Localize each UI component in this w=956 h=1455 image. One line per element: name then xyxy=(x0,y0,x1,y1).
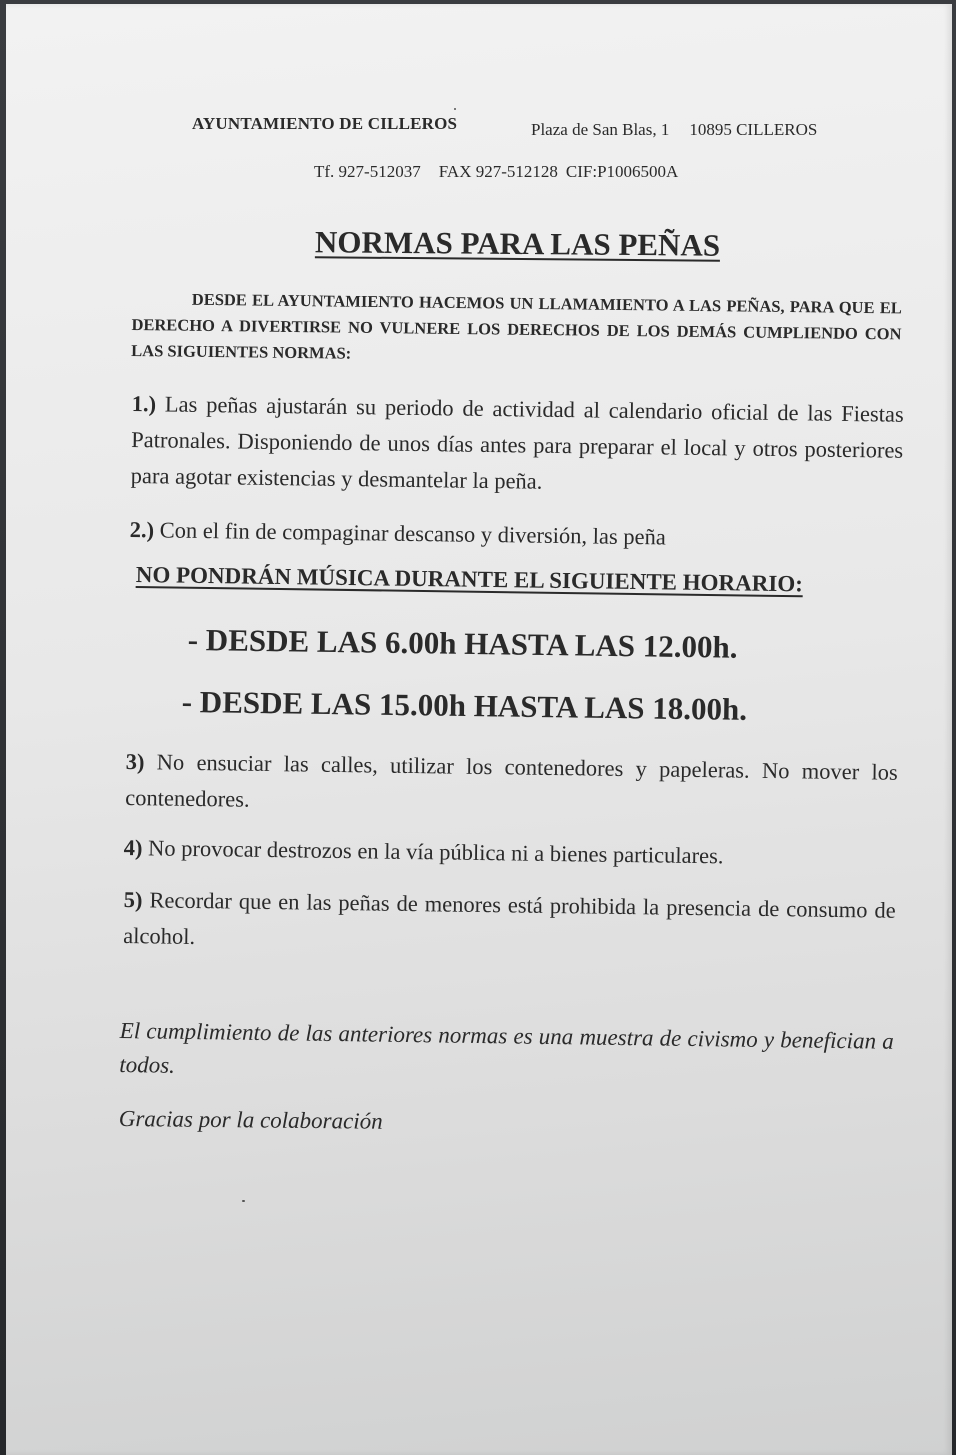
rule-5-text: Recordar que en las peñas de menores está prohibida la presencia de consumo de alcohol. xyxy=(123,887,896,949)
rule-1-text: Las peñas ajustarán su periodo de actividad al calendario oficial de las Fiestas Patronales. Disponiendo de unos días antes para preparar el local y otros posteriores para agotar existencias y desmantelar la peña. xyxy=(130,391,904,494)
header-contact-line xyxy=(314,162,678,182)
ink-speck xyxy=(454,108,456,110)
music-notice: NO PONDRÁN MÚSICA DURANTE EL SIGUIENTE HORARIO: xyxy=(135,562,804,597)
closing-thanks: Gracias por la colaboración xyxy=(118,1105,383,1134)
rule-2 xyxy=(129,512,909,559)
header-phone: Tf. 927-512037 xyxy=(314,162,421,181)
rule-5-number: 5) xyxy=(123,886,143,913)
rule-5 xyxy=(123,882,896,965)
ink-speck xyxy=(242,1200,245,1202)
rule-1-number: 1.) xyxy=(131,390,157,417)
header-postal: 10895 CILLEROS xyxy=(689,120,818,139)
rule-1 xyxy=(130,386,903,505)
rule-4-number: 4) xyxy=(123,834,143,861)
rule-4-text: No provocar destrozos en la vía pública ni a bienes particulares. xyxy=(147,835,724,869)
rule-3-text: No ensuciar las calles, utilizar los contenedores y papeleras. No mover los contenedores. xyxy=(125,749,898,812)
header-address: Plaza de San Blas, 1 xyxy=(531,120,670,139)
header-address-line xyxy=(531,120,817,140)
quiet-hours-1: - DESDE LAS 6.00h HASTA LAS 12.00h. xyxy=(187,622,738,665)
header-institution: AYUNTAMIENTO DE CILLEROS xyxy=(192,114,458,133)
rule-3-number: 3) xyxy=(125,748,145,775)
quiet-hours-2: - DESDE LAS 15.00h HASTA LAS 18.00h. xyxy=(181,684,748,727)
rule-2-text: Con el fin de compaginar descanso y diversión, las peña xyxy=(159,517,666,550)
rule-2-number: 2.) xyxy=(129,516,155,543)
header-cif: CIF:P1006500A xyxy=(565,162,679,181)
closing-statement: El cumplimiento de las anteriores normas es una muestra de civismo y benefician a todos. xyxy=(119,1017,894,1078)
intro-paragraph: DESDE EL AYUNTAMIENTO HACEMOS UN LLAMAMIENTO A LAS PEÑAS, PARA QUE EL DERECHO A DIVERTIRSE NO VULNERE LOS DERECHOS DE LOS DEMÁS CUMPLIENDO CON LAS SIGUIENTES NORMAS: xyxy=(131,289,902,363)
rule-3 xyxy=(125,744,898,827)
header-fax: FAX 927-512128 xyxy=(438,162,558,181)
document-page xyxy=(6,4,952,1455)
rule-4 xyxy=(123,830,895,877)
document-title: NORMAS PARA LAS PEÑAS xyxy=(314,224,721,263)
